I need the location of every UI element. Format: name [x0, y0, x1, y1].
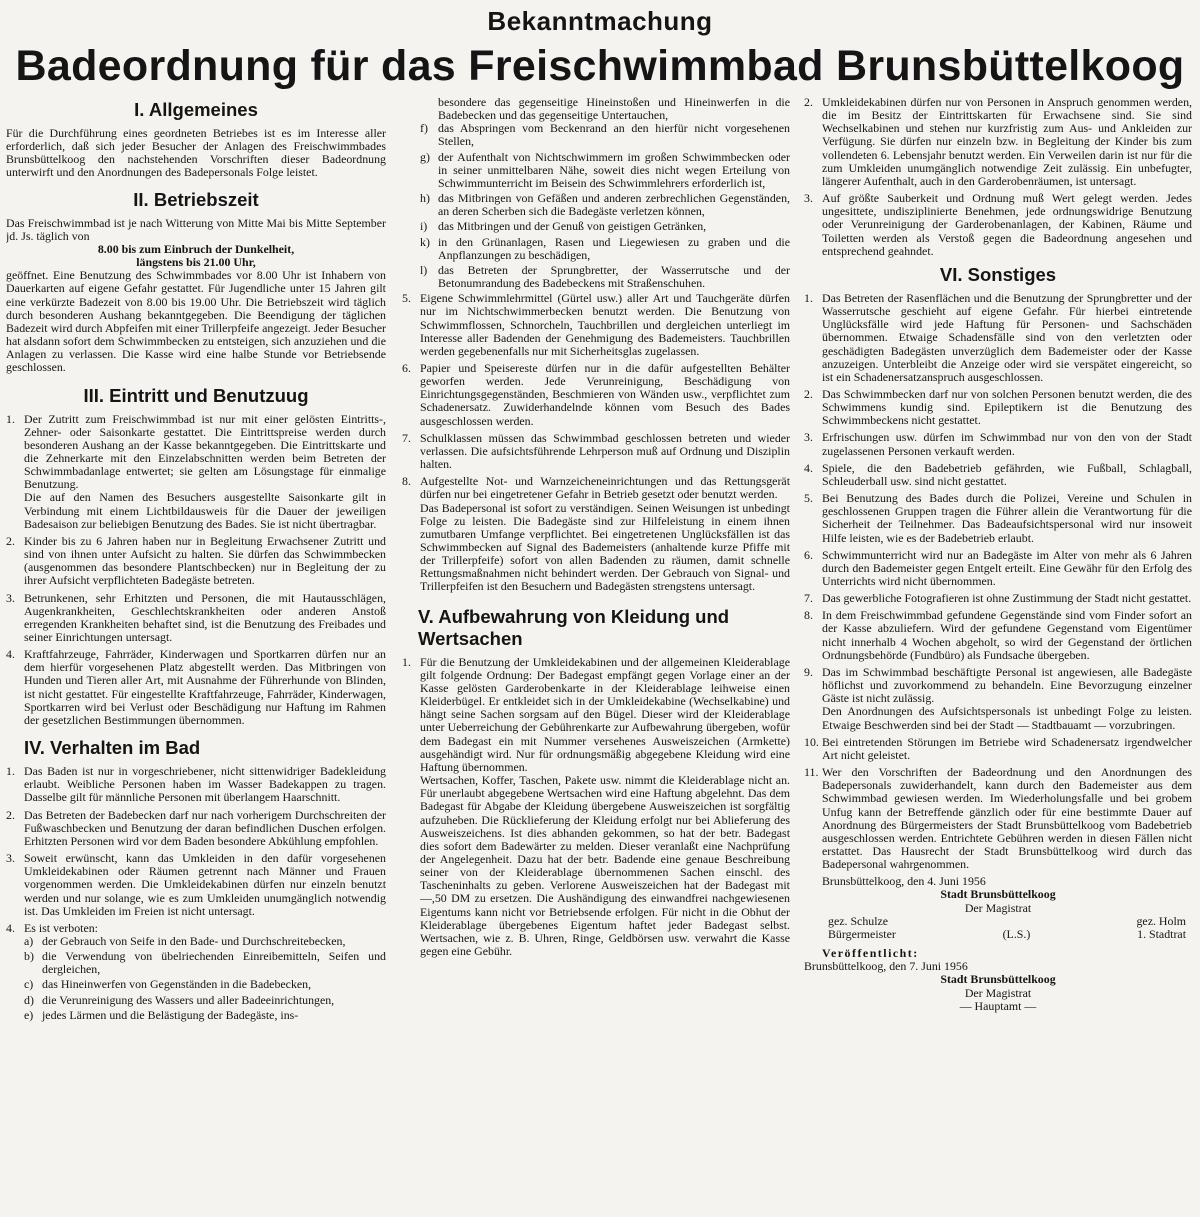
item-text: Der Zutritt zum Freischwimmbad ist nur mit einer gelösten Eintritts-, Zehner- oder Saisonkarte gestattet. Die Eintrittspreise werden durch besonderen Aushang an der Kasse bekanntgegeben. Die Eintrittskarte und die Zehnerkarte mit den Einzelabschnitten werden beim Betreten der Schwimmbadanlage entwertet; sie gelten am Lösungstage für einmalige Benutzung. [24, 411, 386, 492]
section-2-title: II. Betriebszeit [133, 188, 259, 210]
item-text: Wer den Vorschriften der Badeordnung und den Anordnungen des Badepersonals zuwiderhandelt, kann durch den Bademeister aus dem Schwimmbad gewiesen werden. Im Wiederholungsfalle und bei grobem Unfug kann der Betreffende gänzlich oder für eine bestimmte Dauer auf Anordnung des Bürgermeisters der Stadt Brunsbüttelkoog vom Badebetrieb ausgeschlossen werden. Entrichtete Gebühren werden in diesen Fällen nicht erstattet. Das Hausrecht der Stadt Brunsbüttelkoog wird durch das Badepersonal wahrgenommen. [822, 765, 1192, 872]
section-6-list [804, 292, 1192, 871]
item-number: 5. [804, 491, 813, 506]
item-text: Für die Benutzung der Umkleidekabinen und der allgemeinen Kleiderablage gilt folgende Ordnung: Der Badegast empfängt gegen Vorlage einer an der Kasse gelösten Garderobenkarte in der Kleiderablage leihweise einen Kleiderbügel. Er entkleidet sich in der Umkleidekabine (Wechselkabine) und hängt seine Sachen sorgsam auf den Bügel. Dieser wird der Kleiderablage unter Ueberreichung der Gebührenkarte zur Aufbewahrung übergeben, wofür dem Badegast ein mit Nummer versehenes Ausweiszeichen (Armkette) ausgehändigt wird. Nur für ordnungsmäßig abgegebene Kleidung wird eine Haftung übernommen. [420, 654, 790, 774]
sub-item [24, 994, 386, 1007]
item-number: 6. [402, 360, 411, 375]
sub-letter: c) [24, 977, 34, 992]
forbidden-continued: besondere das gegenseitige Hineinstoßen und Hineinwerfen in die Badebecken und das gegenseitige Untertauchen, [438, 96, 790, 123]
item-text: Umkleidekabinen dürfen nur von Personen in Anspruch genommen werden, die im Besitz der Eintrittskarten für Erwachsene sind. Sie sind Wechselkabinen und stehen nur kurzfristig zum Aus- und Ankleiden zur Verfügung. Sie dürfen nur einzeln bzw. in Begleitung der Kinder bis zum vollendeten 6. Lebensjahr benutzt werden. Ein Verweilen darin ist nur für die zum Umkleiden unumgänglich notwendige Zeit zulässig. Ein unbefugter, längerer Aufenthalt, auch in den Garderobenräumen, ist untersagt. [822, 96, 1192, 188]
item-text: Aufgestellte Not- und Warnzeicheneinrichtungen und das Rettungsgerät dürfen nur bei eingetretener Gefahr in Betrieb gesetzt oder benutzt werden. [420, 474, 790, 502]
list-item [804, 492, 1192, 545]
published-date: Brunsbüttelkoog, den 7. Juni 1956 [804, 959, 968, 974]
sub-item [420, 151, 790, 190]
section-1-title: I. Allgemeines [134, 99, 258, 120]
item-text-continued: Den Anordnungen des Aufsichtspersonals ist unbedingt Folge zu leisten. Etwaige Beschwerden sind bei der Stadt — Stadtbauamt — vorzubringen. [822, 704, 1192, 732]
sub-item [24, 950, 386, 976]
section-4-list [6, 765, 386, 1022]
list-item [804, 462, 1192, 488]
forbidden-list-continued [402, 122, 790, 290]
item-text: Das Schwimmbecken darf nur von solchen Personen benutzt werden, die des Schwimmens kundig sind. Epileptikern ist die Benutzung des Schwimmbeckens nicht gestattet. [822, 386, 1192, 428]
list-item [804, 766, 1192, 871]
sub-text: die Verwendung von übelriechenden Einreibemitteln, Seifen und dergleichen, [42, 949, 386, 977]
item-number: 9. [804, 664, 813, 679]
sub-item [420, 264, 790, 290]
item-number: 2. [804, 96, 813, 109]
item-number: 1. [804, 290, 813, 305]
item-text: Eigene Schwimmlehrmittel (Gürtel usw.) aller Art und Tauchgeräte dürfen nur im Nichtschwimmerbecken benutzt werden. Die Benutzung von Schwimmflossen, Schnorcheln, Tauchbrillen und dergleichen unterliegt im Interesse aller Badenden der Genehmigung des Bademeisters. Tauchbrillen werden gegebenenfalls nur mit Sicherheitsglas zugelassen. [420, 291, 790, 358]
item-number: 8. [804, 608, 813, 623]
forbidden-list [24, 935, 386, 1022]
item-text: Das gewerbliche Fotografieren ist ohne Zustimmung der Stadt nicht gestattet. [822, 591, 1192, 606]
sub-text: in den Grünanlagen, Rasen und Liegewiesen zu graben und die Anpflanzungen zu beschädigen, [438, 234, 790, 262]
sub-item [24, 935, 386, 948]
section-2-hours-1: 8.00 bis zum Einbruch der Dunkelheit, [97, 241, 295, 256]
item-number: 3. [6, 851, 15, 866]
item-text-continued: Wertsachen, Koffer, Taschen, Pakete usw. nimmt die Kleiderablage nicht an. Für unerlaubt abgegebene Wertsachen wird eine Haftung abgelehnt. Das dem Badegast für Abgabe der Kleidung übergebene Ausweiszeichen ist sorgfältig aufzuheben. Die Rücklieferung der Kleidung erfolgt nur bei Ablieferung des Ausweiszeichens. Ist dies abhanden gekommen, so hat der betr. Badegast dies sofort dem Badewärter zu melden. Dieser veranlaßt eine Nachprüfung der Angelegenheit. Dazu hat der betr. Badende eine genaue Beschreibung seiner von der Kleiderablage übernommenen Sachen einschl. des Tascheninhalts zu geben. Verlorene Ausweiszeichen hat der Badegast mit —,50 DM zu ersetzen. Die Aushändigung des einwandfrei nachgewiesenen Eigentums kann nicht vor Betriebsende erfolgen. Für nicht in die Obhut der Kleiderablage übergebenes Eigentum haftet jeder Badegast selbst. Wertsachen, wie z. B. Uhren, Ringe, Geldbörsen usw. verwahrt die Kasse gegen eine Gebühr. [420, 773, 790, 959]
item-number: 3. [804, 191, 813, 206]
sub-letter: k) [420, 234, 430, 249]
item-text: Das Baden ist nur in vorgeschriebener, nicht sittenwidriger Badekleidung erlaubt. Weibliche Personen haben im Wasser Badekappen zu tragen. Dasselbe gilt für männliche Personen mit überlangem Haarschnitt. [24, 764, 386, 805]
section-2-text: geöffnet. Eine Benutzung des Schwimmbades vor 8.00 Uhr ist Inhabern von Dauerkarten auf eigene Gefahr gestattet. Für Jugendliche unter 15 Jahren gilt eine verkürzte Badezeit von 8.00 bis 19.00 Uhr. Die Betriebszeit wird täglich durch besonderen Aushang bekanntgegeben. Die Beendigung der täglichen Badezeit wird durch Abpfeifen mit einer Trillerpfeife angezeigt. Jeder Besucher hat alsdann sofort dem Schwimmbecken zu entsteigen, sich anzuziehen und die Anlagen zu verlassen. Die Kasse wird eine halbe Stunde vor Betriebsende geschlossen. [6, 268, 386, 375]
published-office: — Hauptamt — [959, 998, 1037, 1013]
item-text: Soweit erwünscht, kann das Umkleiden in den dafür vorgesehenen Umkleidekabinen oder Räumen getrennt nach Männer und Frauen vorgenommen werden. Die Umkleidekabinen dürfen nur einzeln benutzt werden und nur solange, wie es zum Umkleiden unumgänglich notwendig ist. Das Umkleiden im Freien ist nicht untersagt. [24, 851, 386, 918]
item-number: 3. [6, 590, 15, 605]
item-number: 1. [6, 764, 15, 779]
section-5-list-continued [804, 96, 1192, 258]
list-item [804, 549, 1192, 588]
list-item [402, 292, 790, 358]
section-5-title: V. Aufbewahrung von Kleidung und Wertsachen [418, 605, 730, 649]
sub-text: das Hineinwerfen von Gegenständen in die Badebecken, [42, 977, 312, 992]
section-2-hours-2: längstens bis 21.00 Uhr, [136, 255, 256, 270]
item-text-continued: Das Badepersonal ist sofort zu verständigen. Seinen Weisungen ist unbedingt Folge zu leisten. Die Badegäste sind zur Hilfeleistung in einem ihnen zumutbaren Umfange verpflichtet. Bei eingetretenen Unglücksfällen ist das Schwimmbecken auf Signal des Bademeisters (anhaltende kurze Pfiffe mit der Trillerpfeife) sofort von allen Badenden zu räumen, damit schnelle Rettungsmaßnahmen nicht behindert werden. Der Gebrauch von Signal- und Trillerpfeifen ist den Besuchern und Badegästen strengstens untersagt. [420, 500, 790, 594]
list-item [402, 475, 790, 593]
item-number: 2. [6, 807, 15, 822]
item-number: 1. [402, 654, 411, 669]
section-5-list [402, 656, 790, 959]
sub-letter: a) [24, 933, 34, 948]
item-text: Erfrischungen usw. dürfen im Schwimmbad nur von den von der Stadt zugelassenen Personen verkauft werden. [822, 430, 1192, 458]
sub-letter: l) [420, 262, 428, 277]
column-3 [804, 96, 1192, 1212]
signature-right-name: gez. Holm [1136, 913, 1186, 928]
sub-letter: i) [420, 219, 428, 234]
sub-text: das Betreten der Sprungbretter, der Wasserrutsche und der Betonumrandung des Badebeckens mit Straßenschuhen. [438, 262, 790, 291]
list-item [402, 362, 790, 428]
item-text: Kinder bis zu 6 Jahren haben nur in Begleitung Erwachsener Zutritt und sind von ihnen unter Aufsicht zu halten. Sie dürfen das Schwimmbecken (ausgenommen das besondere Plantschbecken) nur in Begleitung der zu ihrer Aufsicht verpflichteten Badegäste betreten. [24, 533, 386, 588]
sub-text: der Aufenthalt von Nichtschwimmern im großen Schwimmbecken oder in seiner unmittelbaren Nähe, soweit dies nicht wegen Erteilung von Schwimmunterricht im Beisein des Schwimmlehrers erforderlich ist, [438, 149, 790, 190]
item-number: 6. [804, 547, 813, 562]
signature-block [804, 875, 1192, 1013]
sub-text: der Gebrauch von Seife in den Bade- und Durchschreitebecken, [42, 933, 346, 948]
list-item [402, 656, 790, 959]
list-item [804, 609, 1192, 662]
list-item [804, 292, 1192, 384]
item-text: Das Betreten der Badebecken darf nur nach vorherigem Durchschreiten der Fußwaschbecken und Benutzung der daran befindlichen Duschen erfolgen. Erhitzten Personen wird vor dem Baden besondere Abkühlung empfohlen. [24, 807, 386, 848]
list-item [6, 413, 386, 531]
published-magistrat: Der Magistrat [964, 985, 1032, 1000]
item-number: 10. [804, 734, 819, 749]
signature-seal: (L.S.) [1002, 926, 1031, 941]
signature-city: Stadt Brunsbüttelkoog [940, 887, 1056, 902]
signature-left-title: Bürgermeister [828, 926, 896, 941]
item-number: 7. [402, 430, 411, 445]
sub-item [420, 192, 790, 218]
sub-item [420, 236, 790, 262]
item-text: Spiele, die den Badebetrieb gefährden, wie Fußball, Schlagball, Schleuderball usw. sind nicht gestattet. [822, 460, 1192, 488]
item-text: Betrunkenen, sehr Erhitzten und Personen, die mit Hautausschlägen, Augenkrankheiten, Geschlechtskrankheiten oder anderen Anstoß erregenden Krankheiten behaftet sind, ist die Benutzung des Freibades und seiner Einrichtungen untersagt. [24, 590, 386, 644]
list-item [6, 852, 386, 918]
column-1 [6, 96, 386, 1212]
item-text: Das im Schwimmbad beschäftigte Personal ist angewiesen, alle Badegäste höflichst und zuvorkommend zu behandeln. Eine Bevorzugung einzelner Gäste ist nicht zulässig. [822, 664, 1192, 706]
headline: Badeordnung für das Freischwimmbad Brunsbüttelkoog [15, 42, 1185, 90]
list-item [804, 431, 1192, 457]
list-item [6, 809, 386, 848]
item-text: Das Betreten der Rasenflächen und die Benutzung der Sprungbretter und der Wasserrutsche geschieht auf eigene Gefahr. Für hierbei eintretende Unglücksfälle wird jede Haftung für Personen- und Sachschäden übernommen. Etwaige Schadensfälle sind von den verletzten oder geschädigten Badegästen unverzüglich dem Bademeister oder der Kasse anzuzeigen. Unterbleibt die Anzeige oder wird sie verspätet eingereicht, so ist ein Schadenersatzanspruch ausgeschlossen. [822, 290, 1192, 384]
signature-right-title: 1. Stadtrat [1137, 926, 1186, 941]
item-text: Schwimmunterricht wird nur an Badegäste im Alter von mehr als 6 Jahren durch den Bademeister gegen Entgelt erteilt. Eine Gewähr für den Erfolg des Unterrichts wird nicht übernommen. [822, 547, 1192, 588]
section-3-list [6, 413, 386, 728]
item-number: 1. [6, 411, 15, 426]
item-text: In dem Freischwimmbad gefundene Gegenstände sind vom Finder sofort an der Kasse abzuliefern. Wird der gefundene Gegenstand vom Eigentümer nicht innerhalb 4 Wochen abgeholt, so wird der Gegenstand der örtlichen Ordnungsbehörde (Fundbüro) als Fundsache übergeben. [822, 608, 1192, 662]
sub-letter: h) [420, 191, 430, 206]
item-text: Papier und Speisereste dürfen nur in die dafür aufgestellten Behälter geworfen werden. Jede Verunreinigung, Beschädigung von Einrichtungsgegenständen, Beschmieren von Wänden usw., verpflichtet zum Schadenersatz. Zuwiderhandelnde können vom Besuch des Bades ausgeschlossen werden. [420, 360, 790, 428]
column-2 [402, 96, 790, 1212]
item-number: 2. [804, 386, 813, 401]
signature-magistrat: Der Magistrat [964, 900, 1032, 915]
section-6-title: VI. Sonstiges [939, 263, 1057, 285]
item-text: Schulklassen müssen das Schwimmbad geschlossen betreten und wieder verlassen. Die aufsichtsführende Lehrperson muß auf Ordnung und Disziplin halten. [420, 430, 790, 472]
item-number: 8. [402, 474, 411, 489]
sub-text: das Mitbringen und der Genuß von geistigen Getränken, [438, 219, 707, 234]
sub-letter: g) [420, 149, 430, 164]
item-text: Bei Benutzung des Bades durch die Polizei, Vereine und Schulen in geschlossenen Gruppen tragen die Führer allein die Verantwortung für die Sicherheit der Teilnehmer. Das Badeaufsichtspersonal wird nur insoweit Hilfe leisten, wie es der Badebetrieb erlaubt. [822, 491, 1192, 545]
list-item [804, 192, 1192, 258]
kicker: Bekanntmachung [487, 6, 713, 36]
sub-letter: f) [420, 121, 428, 136]
sub-text: das Abspringen vom Beckenrand an den hierfür nicht vorgesehenen Stellen, [438, 121, 790, 149]
item-text: Bei eintretenden Störungen im Betriebe wird Schadenersatz irgendwelcher Art nicht geleistet. [822, 734, 1192, 762]
section-2-intro: Das Freischwimmbad ist je nach Witterung von Mitte Mai bis Mitte September jd. Js. täglich von [6, 215, 386, 243]
item-number: 4. [6, 647, 15, 662]
item-number: 4. [804, 460, 813, 475]
sub-text: jedes Lärmen und die Belästigung der Badegäste, ins- [42, 1007, 299, 1022]
list-item [804, 96, 1192, 188]
sub-text: das Mitbringen von Gefäßen und anderen zerbrechlichen Gegenständen, an deren Scherben sich die Badegäste verletzen können, [438, 191, 790, 219]
list-item [804, 666, 1192, 732]
list-item [6, 648, 386, 727]
sub-letter: b) [24, 949, 34, 964]
list-item [804, 388, 1192, 427]
item-number: 2. [6, 533, 15, 548]
list-item [6, 765, 386, 804]
sub-item [420, 122, 790, 148]
item-text: Auf größte Sauberkeit und Ordnung muß Wert gelegt werden. Jedes ungesittete, undisziplinierte Benehmen, jede ordnungswidrige Benutzung oder Verunreinigung der Garderobenanlagen, der Kabinen, Räume und Toiletten werden als Verstoß gegen die Badeordnung angesehen und entsprechend geahndet. [822, 191, 1192, 258]
published-label: Veröffentlicht: [822, 946, 919, 961]
signature-place-date: Brunsbüttelkoog, den 4. Juni 1956 [822, 874, 986, 889]
signature-left-name: gez. Schulze [828, 913, 889, 928]
item-number: 11. [804, 765, 819, 780]
list-item [804, 736, 1192, 762]
sub-item [24, 1009, 386, 1022]
item-number: 4. [6, 920, 15, 935]
section-4-list-continued [402, 292, 790, 593]
sub-item [420, 220, 790, 233]
sub-item [24, 978, 386, 991]
sub-letter: d) [24, 992, 34, 1007]
sub-letter: e) [24, 1007, 34, 1022]
published-city: Stadt Brunsbüttelkoog [940, 972, 1056, 987]
list-item [6, 592, 386, 645]
list-item [402, 432, 790, 471]
item-number: 7. [804, 591, 813, 606]
section-3-title: III. Eintritt und Benutzuug [83, 384, 309, 406]
section-1-text: Für die Durchführung eines geordneten Betriebes ist es im Interesse aller erforderlich, daß sich jeder Besucher der Anlagen des Freischwimmbades Brunsbüttelkoog den nachstehenden Vorschriften dieser Badeordnung unterwirft und den Anordnungen des Badepersonals Folge leistet. [6, 126, 386, 180]
list-item [804, 592, 1192, 605]
item-text-continued: Die auf den Namen des Besuchers ausgestellte Saisonkarte gilt in Verbindung mit einem Lichtbildausweis für die Dauer der jeweiligen Badesaison zur beliebigen Benutzung des Bades. Sie ist nicht übertragbar. [24, 490, 386, 531]
section-4-title: IV. Verhalten im Bad [24, 737, 201, 759]
list-item [6, 922, 386, 1022]
item-number: 5. [402, 291, 411, 306]
item-text: Es ist verboten: [24, 920, 98, 935]
item-text: Kraftfahrzeuge, Fahrräder, Kinderwagen und Sportkarren dürfen nur an dem hierfür vorgesehenen Platz abgestellt werden. Das Mitbringen von Hunden und Tieren aller Art, mit Ausnahme der Führerhunde von Blinden, ist nicht gestattet. Für eingestellte Kraftfahrzeuge, Fahrräder, Kinderwagen, Sportkarren wird bei Verlust oder Beschädigung nur Haftung im Rahmen der gesetzlichen Bestimmungen übernommen. [24, 647, 386, 727]
sub-text: die Verunreinigung des Wassers und aller Badeeinrichtungen, [42, 992, 335, 1007]
item-number: 3. [804, 430, 813, 445]
list-item [6, 535, 386, 588]
